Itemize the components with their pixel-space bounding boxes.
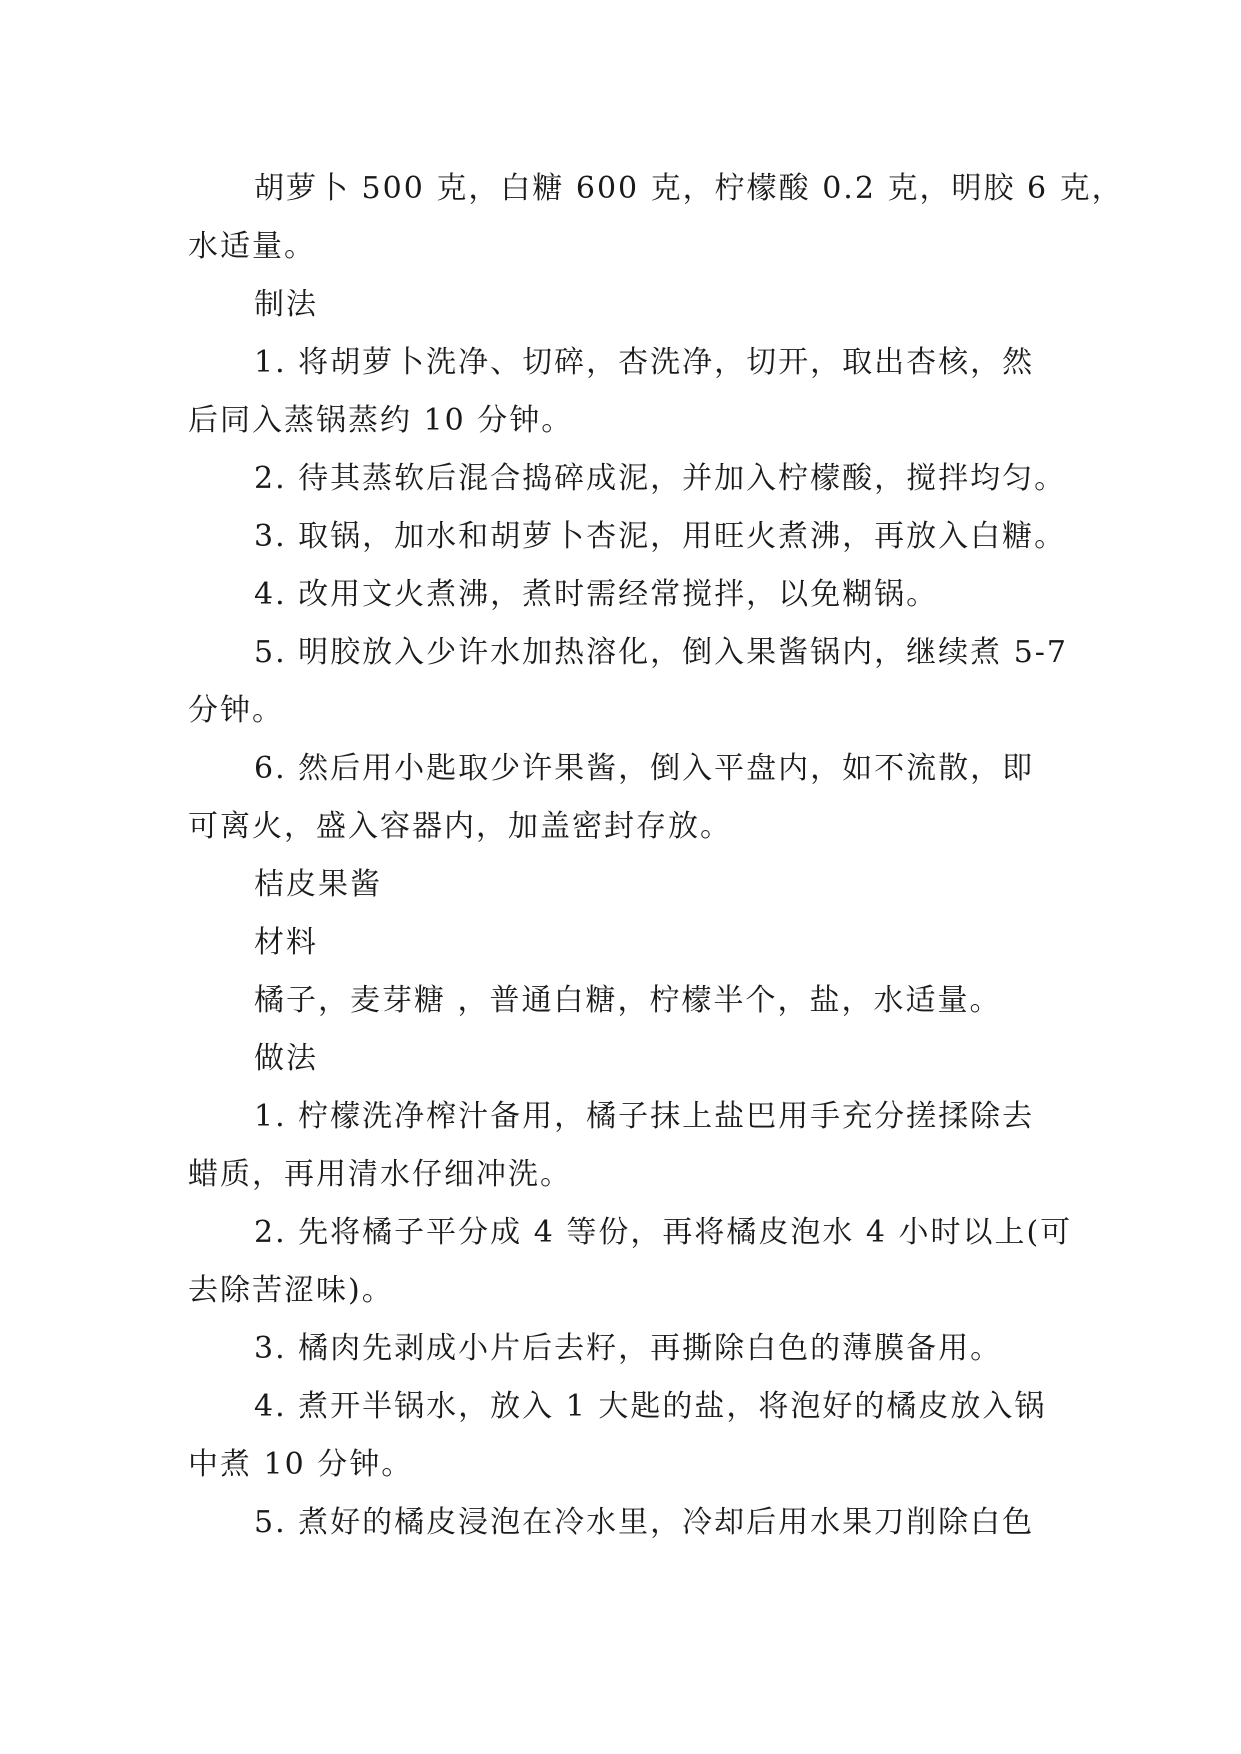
section-heading: 做法 (254, 1041, 318, 1076)
step-line: 3. 取锅，加水和胡萝卜杏泥，用旺火煮沸，再放入白糖。 (254, 519, 1067, 554)
step-line: 4. 煮开半锅水，放入 1 大匙的盐，将泡好的橘皮放入锅 (254, 1389, 1047, 1424)
step-line: 1. 柠檬洗净榨汁备用，橘子抹上盐巴用手充分搓揉除去 (254, 1099, 1035, 1134)
ingredients-line: 橘子，麦芽糖 ，普通白糖，柠檬半个，盐，水适量。 (254, 983, 1002, 1018)
step-line: 2. 待其蒸软后混合捣碎成泥，并加入柠檬酸，搅拌均匀。 (254, 461, 1067, 496)
step-line: 1. 将胡萝卜洗净、切碎，杏洗净，切开，取出杏核，然 (254, 345, 1035, 380)
text-line: 水适量。 (188, 229, 316, 264)
text-line: 去除苦涩味)。 (188, 1273, 394, 1308)
text-line: 后同入蒸锅蒸约 10 分钟。 (188, 403, 574, 438)
text-line: 中煮 10 分钟。 (188, 1447, 414, 1482)
step-line: 4. 改用文火煮沸，煮时需经常搅拌，以免糊锅。 (254, 577, 939, 612)
text-line: 蜡质，再用清水仔细冲洗。 (188, 1157, 572, 1192)
step-line: 5. 煮好的橘皮浸泡在冷水里，冷却后用水果刀削除白色 (254, 1505, 1035, 1540)
section-heading: 制法 (254, 287, 318, 322)
text-line: 胡萝卜 500 克，白糖 600 克，柠檬酸 0.2 克，明胶 6 克， (254, 171, 1124, 206)
step-line: 6. 然后用小匙取少许果酱，倒入平盘内，如不流散，即 (254, 751, 1035, 786)
step-line: 2. 先将橘子平分成 4 等份，再将橘皮泡水 4 小时以上(可 (254, 1215, 1073, 1250)
step-line: 5. 明胶放入少许水加热溶化，倒入果酱锅内，继续煮 5-7 (254, 635, 1069, 670)
section-heading: 材料 (254, 925, 318, 960)
text-line: 分钟。 (188, 693, 284, 728)
document-body (188, 160, 1124, 1552)
text-line: 可离火，盛入容器内，加盖密封存放。 (188, 809, 732, 844)
recipe-title: 桔皮果酱 (254, 867, 382, 902)
step-line: 3. 橘肉先剥成小片后去籽，再撕除白色的薄膜备用。 (254, 1331, 1003, 1366)
